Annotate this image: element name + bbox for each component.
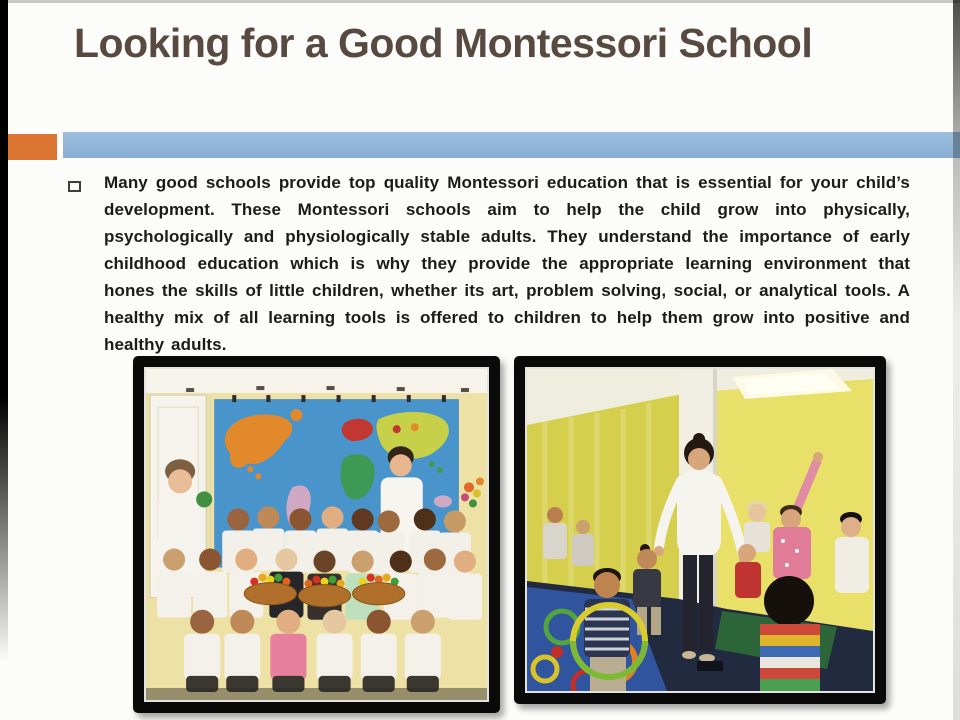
letterbox-right [953, 0, 960, 720]
square-bullet-icon [68, 181, 81, 192]
rainbow-shirt-child-foreground [760, 576, 820, 691]
bullet-paragraph: Many good schools provide top quality Montessori education that is essential for your child’s development. These Montessori schools aim to help the child grow into physically, psychologically and physiologically stable adults. They understand the importance of early childhood education which is why they provide the appropriate learning environment that hones the skills of little children, whether its art, problem solving, social, or analytical tools. A healthy mix of all learning tools is offered to children to help them grow into positive and healthy adults. [104, 173, 910, 354]
classroom-group-illustration [146, 369, 487, 700]
frame-edge-top [0, 0, 960, 3]
fruit-baskets [244, 574, 404, 607]
accent-bar-blue [63, 132, 960, 158]
children-middle-row [157, 549, 482, 620]
photo-frame-left [133, 356, 500, 713]
slide-title: Looking for a Good Montessori School [74, 20, 813, 66]
teacher-with-children-playroom-photo [525, 367, 875, 693]
playroom-illustration [527, 369, 873, 691]
photo-frame-right [514, 356, 886, 704]
ceiling [146, 369, 487, 393]
letterbox-left [0, 0, 8, 720]
accent-bar-orange [8, 134, 57, 160]
classroom-world-map-group-photo [144, 367, 489, 702]
